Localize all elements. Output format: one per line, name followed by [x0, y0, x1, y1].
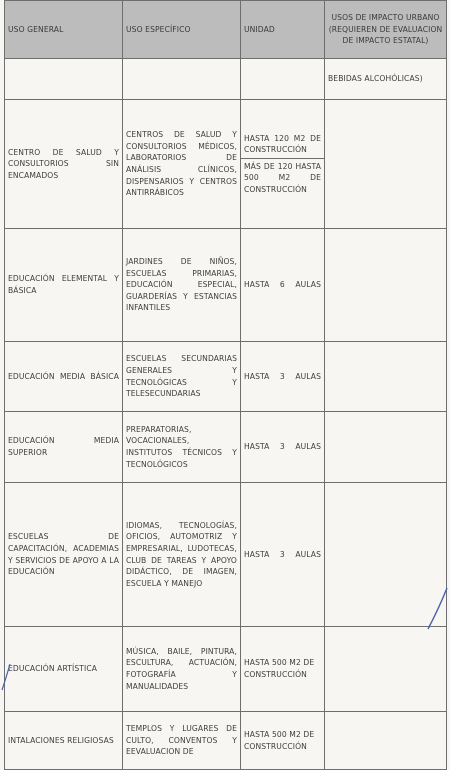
cell-uso-general: EDUCACIÓN MEDIA SUPERIOR [5, 412, 123, 483]
cell-uso-general: INTALACIONES RELIGIOSAS [5, 712, 123, 770]
cell-unidad: HASTA 3 AULAS [241, 342, 325, 412]
cell-impacto [325, 229, 447, 342]
header-uso-especifico: USO ESPECÍFICO [123, 1, 241, 59]
cell-unidad: HASTA 3 AULAS [241, 412, 325, 483]
cell-unidad: HASTA 6 AULAS [241, 229, 325, 342]
header-uso-general: USO GENERAL [5, 1, 123, 59]
cell-impacto [325, 342, 447, 412]
cell-impacto: BEBIDAS ALCOHÓLICAS) [325, 59, 447, 100]
pen-stroke-mark-left [0, 662, 12, 692]
cell-impacto [325, 712, 447, 770]
cell-uso-especifico [123, 59, 241, 100]
pen-stroke-mark [425, 586, 449, 632]
cell-uso-general: EDUCACIÓN MEDIA BÁSICA [5, 342, 123, 412]
table-row [5, 712, 447, 770]
cell-impacto [325, 100, 447, 229]
header-usos-impacto: USOS DE IMPACTO URBANO (REQUIEREN DE EVALUACION DE IMPACTO ESTATAL) [325, 1, 447, 59]
cell-unidad [241, 100, 325, 229]
header-unidad: UNIDAD [241, 1, 325, 59]
table-row [5, 229, 447, 342]
cell-uso-especifico: TEMPLOS Y LUGARES DE CULTO, CONVENTOS Y EEVALUACION DE [123, 712, 241, 770]
cell-uso-especifico: CENTROS DE SALUD Y CONSULTORIOS MÉDICOS, LABORATORIOS DE ANÁLISIS CLÍNICOS, DISPENSARIOS Y CENTROS ANTIRRÁBICOS [123, 100, 241, 229]
cell-uso-especifico: JARDINES DE NIÑOS, ESCUELAS PRIMARIAS, EDUCACIÓN ESPECIAL, GUARDERÍAS Y ESTANCIAS INFANTILES [123, 229, 241, 342]
cell-unidad: HASTA 500 M2 DE CONSTRUCCIÓN [241, 712, 325, 770]
table-header-row [5, 1, 447, 59]
cell-unidad [241, 59, 325, 100]
table-row [5, 100, 447, 229]
cell-impacto [325, 627, 447, 712]
cell-uso-especifico: MÚSICA, BAILE, PINTURA, ESCULTURA, ACTUACIÓN, FOTOGRAFÍA Y MANUALIDADES [123, 627, 241, 712]
table-row [5, 342, 447, 412]
cell-uso-general: EDUCACIÓN ELEMENTAL Y BÁSICA [5, 229, 123, 342]
cell-uso-especifico: IDIOMAS, TECNOLOGÍAS, OFICIOS, AUTOMOTRIZ Y EMPRESARIAL, LUDOTECAS, CLUB DE TAREAS Y APOYO DIDÁCTICO, DE IMAGEN, ESCUELA Y MANEJO [123, 483, 241, 627]
table-row [5, 59, 447, 100]
land-use-table [4, 0, 447, 770]
cell-uso-general: ESCUELAS DE CAPACITACIÓN, ACADEMIAS Y SERVICIOS DE APOYO A LA EDUCACIÓN [5, 483, 123, 627]
cell-uso-general: EDUCACIÓN ARTÍSTICA [5, 627, 123, 712]
cell-impacto [325, 412, 447, 483]
cell-uso-especifico: PREPARATORIAS, VOCACIONALES, INSTITUTOS TÉCNICOS Y TECNOLÓGICOS [123, 412, 241, 483]
cell-uso-especifico: ESCUELAS SECUNDARIAS GENERALES Y TECNOLÓGICAS Y TELESECUNDARIAS [123, 342, 241, 412]
cell-uso-general: CENTRO DE SALUD Y CONSULTORIOS SIN ENCAMADOS [5, 100, 123, 229]
unidad-option-a: HASTA 120 M2 DE CONSTRUCCIÓN [244, 133, 321, 155]
cell-unidad: HASTA 3 AULAS [241, 483, 325, 627]
table-row [5, 412, 447, 483]
cell-unidad: HASTA 500 M2 DE CONSTRUCCIÓN [241, 627, 325, 712]
table-row [5, 483, 447, 627]
table-row [5, 627, 447, 712]
unidad-option-b: MÁS DE 120 HASTA 500 M2 DE CONSTRUCCIÓN [241, 158, 324, 196]
cell-uso-general [5, 59, 123, 100]
